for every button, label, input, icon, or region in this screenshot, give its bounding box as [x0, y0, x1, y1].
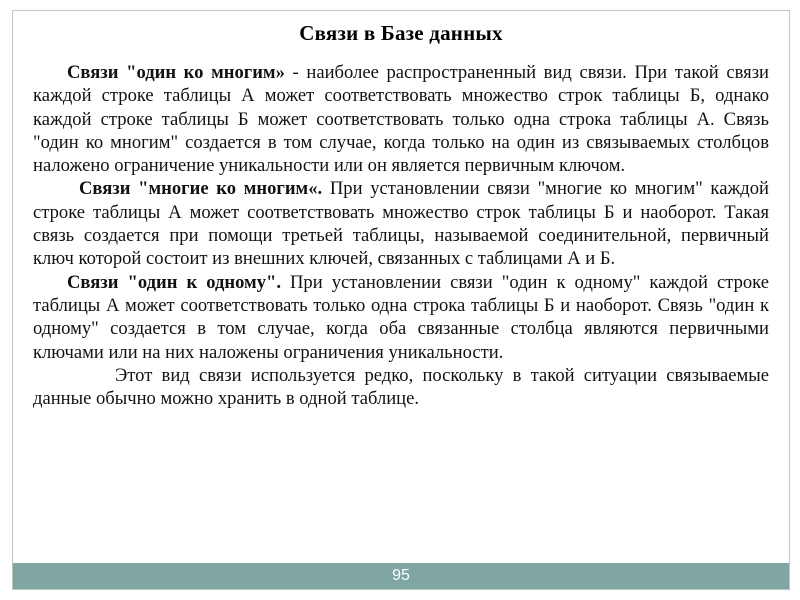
paragraph-one-to-one: [33, 271, 769, 364]
term-one-to-many: Связи "один ко многим»: [67, 62, 285, 83]
text-many-to-many: При установлении связи "многие ко многим" каждой строке таблицы А может соответствовать множество строк таблицы Б и наоборот. Такая связь создается при помощи третьей таблицы, называемой соединительной, первичный ключ которой состоит из внешних ключей, связанных с таблицами А и Б.: [33, 178, 769, 270]
slide-content: [33, 61, 769, 410]
paragraph-many-to-many: [33, 177, 769, 270]
page-number: 95: [392, 567, 410, 584]
text-one-to-many: - наиболее распространенный вид связи. При такой связи каждой строке таблицы А может соответствовать множество строк таблицы Б, однако каждой строке таблицы Б может соответствовать только одна строка таблицы А. Связь "один ко многим" создается в том случае, когда только на один из связываемых столбцов наложено ограничение уникальности или он является первичным ключом.: [33, 62, 769, 177]
paragraph-one-to-many: [33, 61, 769, 177]
term-one-to-one: Связи "один к одному".: [67, 271, 281, 293]
term-many-to-many: Связи "многие ко многим«.: [79, 178, 323, 200]
text-one-to-one: При установлении связи "один к одному" каждой строке таблицы А может соответствовать только одна строка таблицы Б и наоборот. Связь "один к одному" создается в том случае, когда оба связанные столбца являются первичными ключами или на них наложены ограничения уникальности.: [33, 271, 769, 363]
slide: [12, 10, 790, 590]
page-title: Связи в Базе данных: [299, 21, 503, 45]
text-note: Этот вид связи используется редко, поскольку в такой ситуации связываемые данные обычно можно хранить в одной таблице.: [33, 364, 769, 410]
paragraph-note: [33, 364, 769, 411]
footer-bar: [13, 563, 789, 589]
